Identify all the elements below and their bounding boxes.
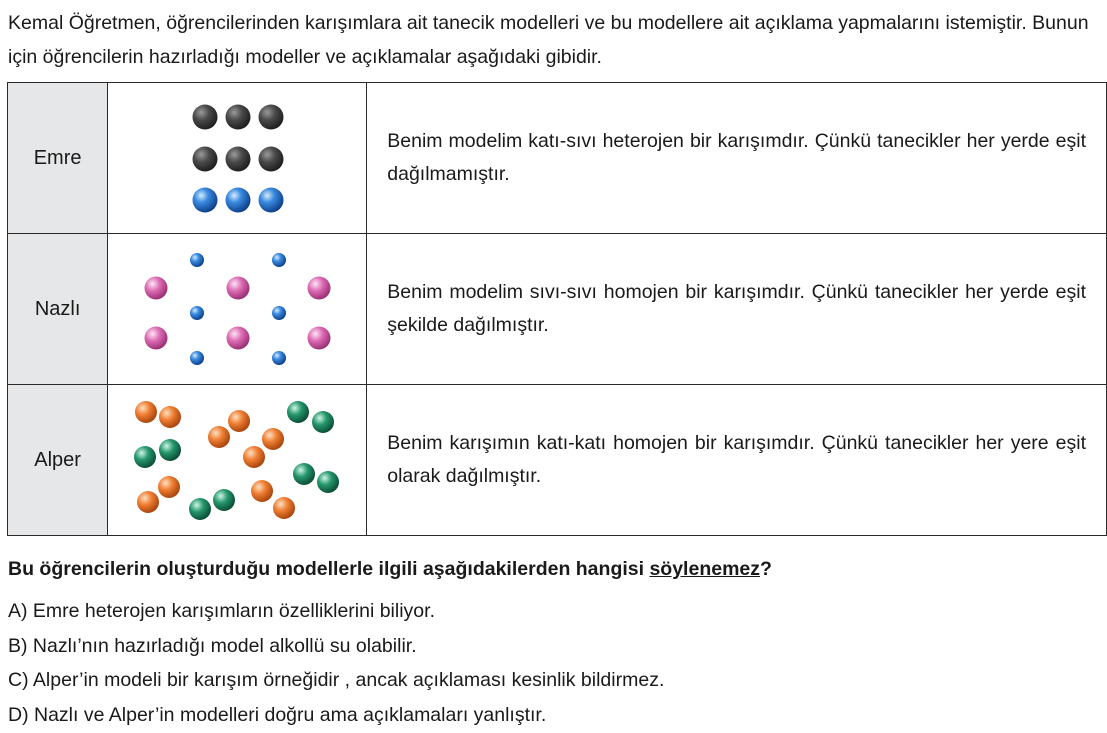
intro-text: Kemal Öğretmen, öğrencilerinden karışımlara ait tanecik modelleri ve bu modellere ait açıklama yapmalarını istemiştir. Bunun için öğrencilerin hazırladığı modeller ve açıklamalar aşağıdaki gibidir. bbox=[8, 12, 1089, 68]
question-stem: Bu öğrencilerin oluşturduğu modellerle ilgili aşağıdakilerden hangisi bbox=[8, 558, 650, 580]
particle bbox=[145, 277, 168, 300]
particle bbox=[308, 277, 331, 300]
dark-particles bbox=[193, 105, 284, 172]
particle-model-nazli bbox=[108, 234, 367, 385]
pink-particles bbox=[145, 277, 331, 350]
particle bbox=[272, 351, 286, 365]
particle bbox=[189, 498, 211, 520]
particle-model-emre bbox=[108, 83, 367, 234]
option-d[interactable]: D) Nazlı ve Alper’in modelleri doğru ama açıklamaları yanlıştır. bbox=[8, 703, 547, 726]
model-description: Benim modelim katı-sıvı heterojen bir karışımdır. Çünkü tanecikler her yerde eşit dağılmamıştır. bbox=[367, 83, 1107, 234]
particle bbox=[208, 426, 230, 448]
particle bbox=[287, 401, 309, 423]
particle bbox=[226, 105, 251, 130]
blue-particles bbox=[193, 188, 284, 213]
particle bbox=[308, 327, 331, 350]
particle bbox=[158, 476, 180, 498]
particle bbox=[193, 105, 218, 130]
models-table bbox=[7, 82, 1107, 536]
table-row-alper bbox=[8, 385, 1107, 536]
particle bbox=[135, 401, 157, 423]
option-c[interactable]: C) Alper’in modeli bir karışım örneğidir , ancak açıklaması kesinlik bildirmez. bbox=[8, 669, 665, 691]
table-row-emre bbox=[8, 83, 1107, 234]
particle bbox=[159, 439, 181, 461]
particle bbox=[259, 188, 284, 213]
particle bbox=[243, 446, 265, 468]
question-text bbox=[8, 558, 772, 581]
particle bbox=[228, 410, 250, 432]
particle bbox=[227, 327, 250, 350]
particle bbox=[137, 491, 159, 513]
particle bbox=[190, 306, 204, 320]
particle bbox=[226, 188, 251, 213]
particle bbox=[273, 497, 295, 519]
particle bbox=[145, 327, 168, 350]
particle bbox=[159, 406, 181, 428]
question-emphasis: söylenemez bbox=[649, 558, 761, 580]
particle bbox=[190, 253, 204, 267]
answer-options bbox=[8, 594, 664, 732]
particle bbox=[251, 480, 273, 502]
particle bbox=[272, 253, 286, 267]
student-name: Nazlı bbox=[8, 234, 108, 385]
particle bbox=[262, 428, 284, 450]
particle bbox=[272, 306, 286, 320]
model-description: Benim modelim sıvı-sıvı homojen bir karışımdır. Çünkü tanecikler her yerde eşit şekilde dağılmıştır. bbox=[367, 234, 1107, 385]
particle bbox=[134, 446, 156, 468]
particle bbox=[312, 411, 334, 433]
student-name: Alper bbox=[8, 385, 108, 536]
particle bbox=[213, 489, 235, 511]
model-description: Benim karışımın katı-katı homojen bir karışımdır. Çünkü tanecikler her yere eşit olarak dağılmıştır. bbox=[367, 385, 1107, 536]
table-row-nazli bbox=[8, 234, 1107, 385]
particle bbox=[259, 147, 284, 172]
question-mark: ? bbox=[760, 558, 772, 580]
particle bbox=[193, 147, 218, 172]
particle bbox=[293, 463, 315, 485]
particle bbox=[317, 471, 339, 493]
option-b[interactable]: B) Nazlı’nın hazırladığı model alkollü su olabilir. bbox=[8, 634, 417, 657]
option-a[interactable]: A) Emre heterojen karışımların özelliklerini biliyor. bbox=[8, 600, 435, 622]
particle-model-alper bbox=[108, 385, 367, 536]
student-name: Emre bbox=[8, 83, 108, 234]
particle bbox=[226, 147, 251, 172]
particle bbox=[259, 105, 284, 130]
particle bbox=[227, 277, 250, 300]
particle bbox=[193, 188, 218, 213]
particle bbox=[190, 351, 204, 365]
